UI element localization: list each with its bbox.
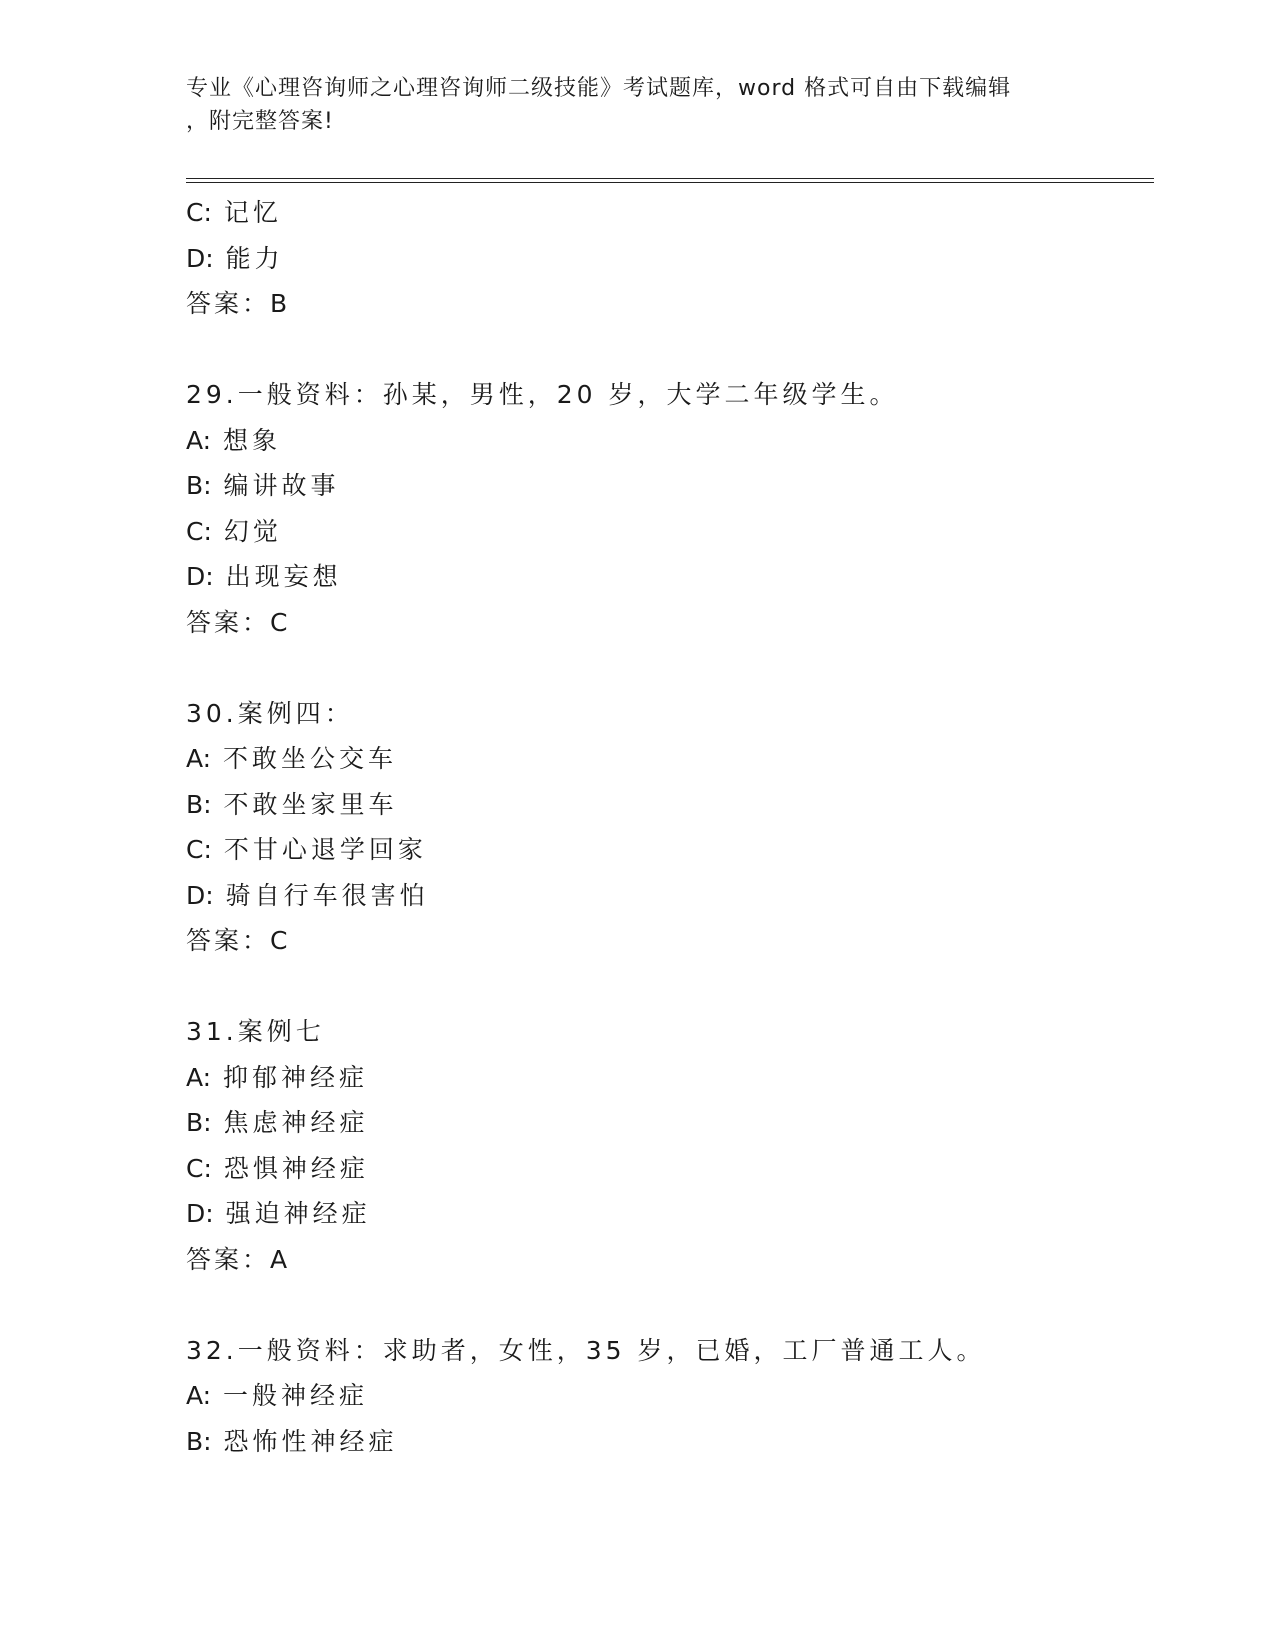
option-letter: A:: [186, 744, 212, 773]
option-text: 编讲故事: [223, 471, 340, 500]
option-letter: D:: [186, 243, 214, 273]
option-text: 不敢坐公交车: [223, 744, 398, 773]
option-text: 出现妄想: [225, 562, 342, 591]
option-letter: A:: [186, 425, 212, 455]
question-block: [186, 190, 1154, 327]
option-text: 幻觉: [223, 516, 282, 546]
option-letter: C:: [186, 198, 212, 227]
header-line-2: ，附完整答案!: [186, 109, 334, 134]
option-item: [186, 736, 1154, 782]
block-spacer: [186, 645, 1154, 691]
question-block: [186, 372, 1154, 645]
document-header: [186, 72, 1086, 138]
option-text: 记忆: [223, 198, 282, 227]
option-letter: A:: [186, 1062, 212, 1092]
option-item: [186, 190, 1154, 236]
option-letter: C:: [186, 1153, 212, 1183]
option-item: [186, 1373, 1154, 1419]
header-divider-bottom: [186, 182, 1154, 183]
question-block: [186, 1009, 1154, 1282]
option-text: 一般神经症: [223, 1381, 369, 1410]
option-item: [186, 1419, 1154, 1465]
option-item: [186, 554, 1154, 600]
option-text: 强迫神经症: [225, 1199, 371, 1228]
block-spacer: [186, 327, 1154, 373]
option-item: [186, 1100, 1154, 1146]
option-letter: B:: [186, 471, 212, 500]
block-spacer: [186, 1282, 1154, 1328]
option-letter: B:: [186, 1426, 212, 1456]
answer-line: 答案：A: [186, 1244, 291, 1274]
question-text: 31.案例七: [186, 1017, 325, 1046]
option-text: 能力: [225, 243, 284, 273]
option-text: 不甘心退学回家: [223, 835, 427, 864]
option-item: [186, 1191, 1154, 1237]
question-text: 29.一般资料：孙某，男性，20 岁，大学二年级学生。: [186, 380, 899, 409]
option-letter: D:: [186, 1199, 214, 1228]
option-item: [186, 463, 1154, 509]
header-line-1: 专业《心理咨询师之心理咨询师二级技能》考试题库，word 格式可自由下载编辑: [186, 76, 1012, 101]
option-letter: A:: [186, 1381, 212, 1410]
question-text: 32.一般资料：求助者，女性，35 岁，已婚，工厂普通工人。: [186, 1335, 986, 1365]
option-letter: C:: [186, 835, 212, 864]
option-item: [186, 827, 1154, 873]
option-item: [186, 236, 1154, 282]
option-item: [186, 509, 1154, 555]
answer-line: 答案：C: [186, 926, 291, 955]
option-item: [186, 418, 1154, 464]
option-text: 焦虑神经症: [223, 1108, 369, 1137]
option-text: 恐怖性神经症: [223, 1426, 398, 1456]
option-text: 想象: [223, 425, 282, 455]
question-list: [186, 190, 1154, 1464]
option-letter: B:: [186, 1108, 212, 1137]
question-block: [186, 1328, 1154, 1465]
question-text: 30.案例四：: [186, 698, 354, 728]
block-spacer: [186, 964, 1154, 1010]
option-item: [186, 782, 1154, 828]
option-text: 抑郁神经症: [223, 1062, 369, 1092]
option-text: 不敢坐家里车: [223, 789, 398, 819]
answer-line: 答案：B: [186, 289, 291, 318]
option-item: [186, 1055, 1154, 1101]
header-divider-top: [186, 178, 1154, 179]
option-text: 骑自行车很害怕: [225, 880, 429, 910]
option-item: [186, 873, 1154, 919]
option-letter: D:: [186, 880, 214, 910]
option-letter: C:: [186, 516, 212, 546]
option-letter: B:: [186, 789, 212, 819]
option-item: [186, 1146, 1154, 1192]
question-block: [186, 691, 1154, 964]
option-letter: D:: [186, 562, 214, 591]
answer-line: 答案：C: [186, 607, 291, 637]
option-text: 恐惧神经症: [223, 1153, 369, 1183]
